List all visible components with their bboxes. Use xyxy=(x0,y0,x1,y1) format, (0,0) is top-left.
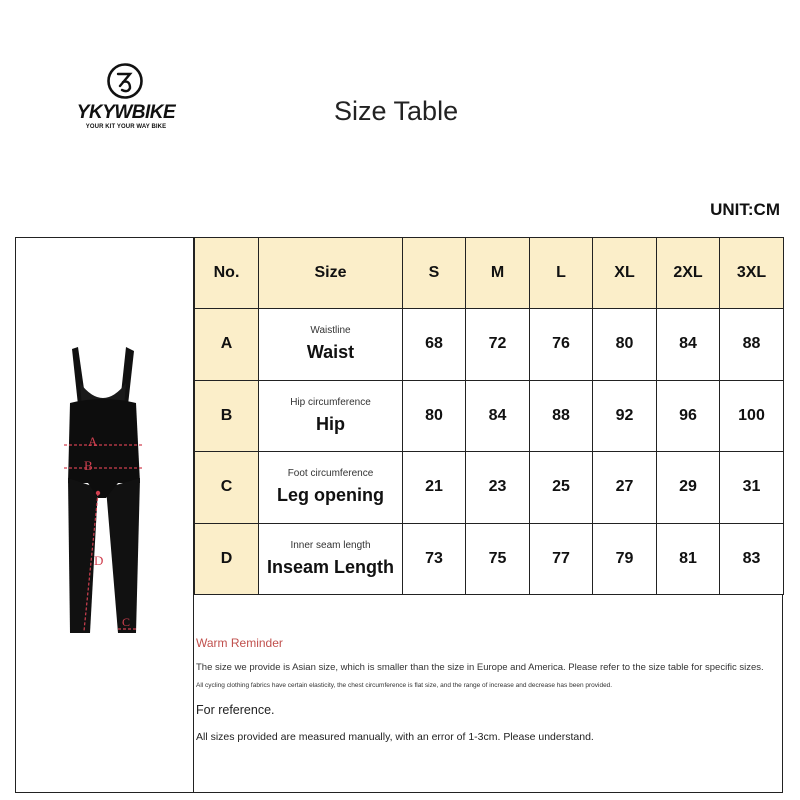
unit-label: UNIT:CM xyxy=(710,200,780,219)
measure-name: Leg opening xyxy=(277,485,384,506)
row-key: B xyxy=(195,380,259,452)
row-key: C xyxy=(195,452,259,524)
value-cell: 100 xyxy=(720,380,784,452)
measure-name: Inseam Length xyxy=(266,556,395,577)
measure-alias: Foot circumference xyxy=(287,468,374,480)
table-row xyxy=(195,452,784,524)
measure-cell xyxy=(259,523,403,595)
bib-tights-image xyxy=(48,343,158,638)
value-cell: 21 xyxy=(403,452,466,524)
measure-name: Waist xyxy=(306,342,355,363)
marker-d: D xyxy=(94,553,104,568)
value-cell: 73 xyxy=(403,523,466,595)
marker-c: C xyxy=(122,615,131,629)
brand-name: YKYWBIKE xyxy=(76,102,176,123)
header-2xl: 2XL xyxy=(657,238,720,309)
brand-tagline: YOUR KIT YOUR WAY BIKE xyxy=(85,124,167,130)
value-cell: 80 xyxy=(403,380,466,452)
value-cell: 77 xyxy=(530,523,593,595)
value-cell: 83 xyxy=(720,523,784,595)
measure-alias: Inner seam length xyxy=(290,539,371,551)
value-cell: 84 xyxy=(657,309,720,381)
value-cell: 76 xyxy=(530,309,593,381)
value-cell: 23 xyxy=(466,452,530,524)
note-asian-size: The size we provide is Asian size, which is smaller than the size in Europe and America. Please refer to the size table for specific sizes. xyxy=(196,662,764,673)
table-row xyxy=(195,309,784,381)
reminder-title: Warm Reminder xyxy=(196,636,283,650)
value-cell: 27 xyxy=(593,452,657,524)
header-m: M xyxy=(466,238,530,309)
value-cell: 75 xyxy=(466,523,530,595)
value-cell: 88 xyxy=(720,309,784,381)
page-title: Size Table xyxy=(334,96,459,126)
header-size: Size xyxy=(259,238,403,309)
measure-cell xyxy=(259,452,403,524)
marker-b: B xyxy=(84,458,93,473)
bike-logo-icon xyxy=(106,62,144,100)
note-reference: For reference. xyxy=(196,703,275,717)
value-cell: 68 xyxy=(403,309,466,381)
measure-name: Hip xyxy=(316,413,345,434)
header-no: No. xyxy=(195,238,259,309)
table-row xyxy=(195,380,784,452)
value-cell: 92 xyxy=(593,380,657,452)
table-header-row xyxy=(195,238,784,309)
value-cell: 96 xyxy=(657,380,720,452)
value-cell: 79 xyxy=(593,523,657,595)
marker-a: A xyxy=(88,434,98,449)
value-cell: 80 xyxy=(593,309,657,381)
header-xl: XL xyxy=(593,238,657,309)
value-cell: 25 xyxy=(530,452,593,524)
size-table xyxy=(194,237,784,595)
value-cell: 84 xyxy=(466,380,530,452)
value-cell: 31 xyxy=(720,452,784,524)
value-cell: 72 xyxy=(466,309,530,381)
note-measurement: All sizes provided are measured manually, with an error of 1-3cm. Please understand. xyxy=(196,731,594,743)
value-cell: 81 xyxy=(657,523,720,595)
note-elasticity: All cycling clothing fabrics have certain elasticity, the chest circumference is flat size, and the range of increase and decrease has been provided. xyxy=(196,682,613,689)
header-s: S xyxy=(403,238,466,309)
header-l: L xyxy=(530,238,593,309)
notes-section xyxy=(196,636,780,743)
row-key: A xyxy=(195,309,259,381)
value-cell: 88 xyxy=(530,380,593,452)
measure-cell xyxy=(259,309,403,381)
measure-alias: Waistline xyxy=(310,325,351,337)
measure-alias: Hip circumference xyxy=(290,396,371,408)
brand-logo xyxy=(70,62,182,132)
table-row xyxy=(195,523,784,595)
row-key: D xyxy=(195,523,259,595)
value-cell: 29 xyxy=(657,452,720,524)
measure-cell xyxy=(259,380,403,452)
header-3xl: 3XL xyxy=(720,238,784,309)
